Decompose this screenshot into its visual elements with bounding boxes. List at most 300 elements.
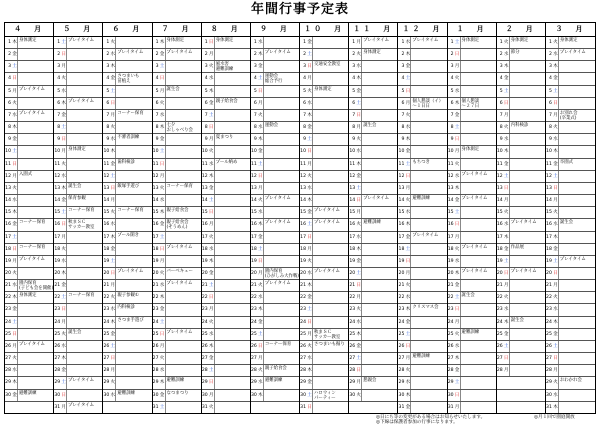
day-row — [349, 232, 397, 244]
weekday-label: 火 — [12, 353, 18, 364]
day-row — [5, 365, 53, 377]
weekday-label: 月 — [160, 256, 166, 267]
event-text — [166, 195, 201, 206]
event-text — [362, 280, 397, 291]
event-text — [362, 341, 397, 352]
event-text — [313, 146, 348, 157]
month-column — [202, 23, 251, 413]
event-text — [215, 329, 250, 340]
event-text — [264, 86, 299, 97]
weekday-label: 水 — [504, 49, 510, 60]
event-text — [559, 61, 595, 72]
event-text — [510, 61, 545, 72]
day-number: 1 — [499, 40, 503, 45]
weekday-label: 火 — [356, 304, 362, 315]
day-number: 11 — [496, 161, 503, 167]
weekday-label: 木 — [209, 171, 215, 182]
day-number: 28 — [201, 368, 208, 374]
day-number: 7 — [106, 112, 110, 118]
month-column — [54, 23, 103, 413]
event-text: 入園式 — [19, 171, 33, 177]
event-text — [411, 244, 446, 255]
event-text — [67, 73, 102, 84]
day-number: 25 — [152, 331, 159, 337]
event-text: 卒園式 — [559, 159, 574, 165]
day-number: 1 — [548, 40, 552, 45]
event-text — [18, 317, 53, 328]
day-row — [546, 159, 595, 171]
event-text — [264, 244, 299, 255]
day-number: 27 — [251, 356, 257, 362]
weekday-label: 日 — [258, 86, 264, 97]
day-number: 10 — [546, 149, 552, 155]
event-text — [461, 122, 496, 133]
day-row — [54, 353, 102, 365]
day-number: 23 — [349, 307, 356, 313]
day-row — [349, 402, 397, 413]
day-row — [497, 244, 545, 256]
day-number: 9 — [548, 137, 552, 143]
day-number: 16 — [251, 222, 257, 228]
event-text — [461, 86, 496, 97]
weekday-label: 水 — [307, 268, 313, 279]
day-number: 24 — [447, 319, 454, 325]
event-text — [411, 390, 446, 401]
day-row — [5, 98, 53, 110]
day-row — [497, 61, 545, 73]
event-text: お別れ会 (卒業式) — [559, 110, 578, 121]
event-text — [313, 292, 348, 303]
day-row — [300, 61, 348, 73]
day-number: 28 — [447, 368, 454, 374]
weekday-label: 月 — [553, 110, 559, 121]
day-row — [103, 219, 151, 231]
event-text: プレイタイム — [117, 268, 144, 274]
day-row — [497, 377, 545, 389]
weekday-label: 日 — [110, 98, 116, 109]
day-row — [497, 280, 545, 292]
event-text — [461, 377, 496, 388]
day-row — [448, 317, 496, 329]
day-row — [448, 377, 496, 389]
event-text — [215, 280, 250, 291]
event-text — [67, 110, 102, 121]
weekday-label: 火 — [307, 171, 313, 182]
day-row — [202, 146, 250, 158]
day-number: 27 — [201, 356, 208, 362]
event-text — [559, 146, 595, 157]
day-row — [202, 292, 250, 304]
weekday-label: 火 — [258, 110, 264, 121]
event-text — [559, 390, 595, 401]
event-text: プレイタイム — [264, 281, 291, 287]
weekday-label: 火 — [405, 365, 411, 376]
weekday-label: 水 — [12, 110, 18, 121]
day-number: 26 — [54, 343, 61, 349]
day-row — [349, 86, 397, 98]
day-row — [398, 353, 446, 365]
day-number: 22 — [103, 295, 110, 301]
day-row — [448, 219, 496, 231]
day-row — [202, 73, 250, 85]
day-row — [5, 110, 53, 122]
weekday-label: 木 — [405, 390, 411, 401]
event-text: 運動会 — [264, 123, 279, 129]
weekday-label: 月 — [455, 402, 461, 413]
weekday-label: 木 — [405, 49, 411, 60]
weekday-label: 金 — [258, 61, 264, 72]
day-number: 3 — [204, 64, 208, 70]
day-row — [300, 49, 348, 61]
weekday-label: 日 — [455, 304, 461, 315]
day-number: 6 — [253, 100, 257, 106]
day-number: 23 — [496, 307, 503, 313]
day-number: 27 — [300, 356, 307, 362]
event-text — [510, 304, 545, 315]
weekday-label: 金 — [160, 390, 166, 401]
day-row — [251, 390, 299, 402]
weekday-label: 金 — [110, 329, 116, 340]
event-text — [215, 244, 250, 255]
day-row — [153, 195, 201, 207]
event-text: 誕生会 — [461, 293, 475, 299]
event-text — [18, 61, 53, 72]
day-number: 20 — [103, 270, 110, 276]
day-number: 23 — [398, 307, 405, 313]
day-number: 20 — [349, 270, 356, 276]
day-row — [54, 86, 102, 98]
event-text: 誕生会 — [68, 183, 82, 189]
day-row — [103, 183, 151, 195]
weekday-label: 日 — [12, 329, 18, 340]
day-row — [153, 159, 201, 171]
month-column — [300, 23, 349, 413]
day-number: 10 — [201, 149, 208, 155]
day-number: 13 — [5, 185, 11, 191]
day-row — [153, 49, 201, 61]
event-text — [510, 183, 545, 194]
weekday-label: 木 — [160, 292, 166, 303]
event-text — [116, 280, 151, 291]
day-row — [202, 37, 250, 49]
day-number: 30 — [349, 392, 356, 398]
event-text: プレイタイム — [68, 98, 95, 104]
weekday-label: 水 — [553, 219, 559, 230]
day-row — [54, 317, 102, 329]
month-column — [448, 23, 497, 413]
event-text — [559, 207, 595, 218]
day-row — [300, 171, 348, 183]
weekday-label: 火 — [455, 244, 461, 255]
day-number: 17 — [300, 234, 307, 240]
event-text: 避難訓練 — [412, 354, 430, 360]
day-number: 2 — [548, 52, 552, 58]
day-number: 15 — [349, 210, 356, 216]
day-number: 21 — [54, 283, 61, 289]
day-row — [103, 353, 151, 365]
weekday-label: 土 — [307, 390, 313, 401]
day-row — [251, 402, 299, 413]
event-text — [264, 390, 299, 401]
day-row — [300, 304, 348, 316]
weekday-label: 金 — [405, 232, 411, 243]
day-row — [202, 195, 250, 207]
weekday-label: 水 — [12, 280, 18, 291]
weekday-label: 水 — [405, 292, 411, 303]
weekday-label: 土 — [455, 207, 461, 218]
weekday-label: 金 — [12, 304, 18, 315]
weekday-label: 木 — [61, 183, 67, 194]
day-row — [202, 183, 250, 195]
day-number: 25 — [496, 331, 503, 337]
day-row — [54, 49, 102, 61]
day-row — [448, 207, 496, 219]
weekday-label: 月 — [110, 280, 116, 291]
event-text: コーナー保育 — [166, 183, 193, 189]
day-number: 25 — [447, 331, 454, 337]
weekday-label: 月 — [553, 195, 559, 206]
day-number: 2 — [352, 52, 356, 58]
day-number: 17 — [349, 234, 356, 240]
event-text — [510, 171, 545, 182]
day-row — [103, 159, 151, 171]
weekday-label: 金 — [455, 280, 461, 291]
day-row — [398, 61, 446, 73]
event-text: 身体測定 — [19, 38, 37, 43]
day-number: 23 — [54, 307, 61, 313]
weekday-label: 火 — [209, 146, 215, 157]
weekday-label: 土 — [12, 232, 18, 243]
day-row — [398, 171, 446, 183]
day-number: 26 — [496, 343, 503, 349]
weekday-label: 火 — [61, 244, 67, 255]
day-number: 17 — [201, 234, 208, 240]
day-row — [497, 207, 545, 219]
event-text — [510, 146, 545, 157]
event-text: プレイタイム — [19, 86, 45, 92]
day-row — [153, 390, 201, 402]
day-row — [546, 232, 595, 244]
day-row — [349, 365, 397, 377]
event-text — [559, 244, 595, 255]
day-row — [251, 195, 299, 207]
day-row — [349, 49, 397, 61]
event-text — [313, 122, 348, 133]
weekday-label: 木 — [258, 390, 264, 401]
weekday-label: 木 — [455, 268, 461, 279]
day-row — [202, 280, 250, 292]
weekday-label: 土 — [258, 329, 264, 340]
day-row — [398, 122, 446, 134]
weekday-label: 水 — [504, 304, 510, 315]
weekday-label: 日 — [12, 73, 18, 84]
event-text — [166, 317, 201, 328]
event-text — [67, 61, 102, 72]
day-number: 18 — [251, 246, 257, 252]
weekday-label: 土 — [504, 86, 510, 97]
day-row — [398, 219, 446, 231]
event-text: プレイタイム — [510, 268, 537, 274]
day-number: 28 — [103, 368, 110, 374]
event-text — [362, 110, 397, 121]
day-number: 29 — [201, 380, 208, 386]
weekday-label: 日 — [12, 244, 18, 255]
event-text — [559, 134, 595, 145]
day-row — [153, 329, 201, 341]
day-number: 7 — [499, 112, 503, 118]
day-number: 11 — [447, 161, 454, 167]
day-number: 31 — [152, 404, 159, 410]
day-row — [448, 353, 496, 365]
day-number: 29 — [103, 380, 110, 386]
day-row — [202, 61, 250, 73]
day-number: 6 — [499, 100, 503, 106]
day-row — [202, 49, 250, 61]
day-number: 30 — [152, 392, 159, 398]
day-number: 9 — [8, 137, 11, 143]
day-row — [546, 61, 595, 73]
event-text — [461, 256, 496, 267]
day-number: 17 — [251, 234, 257, 240]
day-number: 24 — [201, 319, 208, 325]
event-text — [215, 341, 250, 352]
day-row — [300, 232, 348, 244]
day-number: 15 — [152, 210, 159, 216]
event-text — [215, 377, 250, 388]
day-number: 17 — [103, 234, 110, 240]
weekday-label: 日 — [504, 98, 510, 109]
day-row — [497, 341, 545, 353]
day-number: 8 — [57, 125, 61, 131]
day-number: 17 — [54, 234, 61, 240]
event-text — [67, 244, 102, 255]
day-number: 20 — [447, 270, 454, 276]
weekday-label: 金 — [258, 232, 264, 243]
day-number: 15 — [103, 210, 110, 216]
weekday-label: 月 — [356, 37, 362, 48]
day-row — [153, 61, 201, 73]
event-text — [313, 365, 348, 376]
day-row — [202, 134, 250, 146]
day-row — [153, 402, 201, 413]
day-row — [103, 207, 151, 219]
weekday-label: 火 — [160, 183, 166, 194]
event-text — [215, 219, 250, 230]
day-row — [251, 280, 299, 292]
weekday-label: 月 — [209, 219, 215, 230]
event-text — [215, 402, 250, 413]
day-row — [153, 317, 201, 329]
day-number: 3 — [352, 64, 356, 70]
weekday-label: 木 — [209, 341, 215, 352]
weekday-label: 日 — [504, 268, 510, 279]
day-number: 14 — [496, 198, 503, 204]
weekday-label: 木 — [258, 134, 264, 145]
day-row — [497, 353, 545, 365]
weekday-label: 月 — [405, 353, 411, 364]
day-row — [300, 244, 348, 256]
event-text — [461, 110, 496, 121]
event-text — [411, 292, 446, 303]
day-row — [448, 134, 496, 146]
event-text — [461, 304, 496, 315]
weekday-label: 金 — [553, 73, 559, 84]
day-row — [202, 341, 250, 353]
weekday-label: 月 — [307, 329, 313, 340]
day-number: 12 — [349, 173, 356, 179]
day-number: 22 — [349, 295, 356, 301]
event-text — [559, 73, 595, 84]
weekday-label: 火 — [405, 195, 411, 206]
weekday-label: 日 — [553, 183, 559, 194]
day-number: 20 — [300, 270, 307, 276]
weekday-label: 木 — [12, 207, 18, 218]
weekday-label: 土 — [160, 61, 166, 72]
day-row — [349, 73, 397, 85]
event-text — [313, 183, 348, 194]
day-row — [300, 207, 348, 219]
day-row — [54, 73, 102, 85]
day-number: 25 — [5, 331, 11, 337]
day-row — [300, 402, 348, 413]
day-number: 1 — [204, 40, 208, 45]
event-text — [166, 341, 201, 352]
day-number: 7 — [57, 112, 61, 118]
day-row — [251, 171, 299, 183]
weekday-label: 木 — [307, 280, 313, 291]
day-number: 18 — [54, 246, 61, 252]
event-text — [116, 341, 151, 352]
day-number: 17 — [496, 234, 503, 240]
weekday-label: 土 — [209, 195, 215, 206]
weekday-label: 火 — [110, 207, 116, 218]
day-row — [5, 49, 53, 61]
weekday-label: 金 — [307, 377, 313, 388]
day-row — [398, 49, 446, 61]
event-text — [313, 244, 348, 255]
event-text — [18, 122, 53, 133]
day-row — [349, 110, 397, 122]
event-text — [264, 37, 299, 48]
day-row — [153, 232, 201, 244]
event-text: プレイタイム — [68, 38, 95, 43]
day-row — [546, 122, 595, 134]
day-row — [349, 122, 397, 134]
event-text — [116, 353, 151, 364]
weekday-label: 木 — [160, 122, 166, 133]
event-text: 親子給食会 (そうめん) — [166, 220, 189, 231]
month-header: １ 月 — [448, 23, 496, 37]
event-text: プレイタイム — [559, 50, 586, 56]
weekday-label: 土 — [307, 304, 313, 315]
weekday-label: 月 — [209, 304, 215, 315]
event-text: 運動会 総合予行 — [264, 74, 283, 85]
day-number: 29 — [54, 380, 61, 386]
day-row — [546, 183, 595, 195]
day-number: 27 — [447, 356, 454, 362]
day-row — [251, 219, 299, 231]
day-number: 6 — [303, 100, 307, 106]
day-number: 6 — [450, 100, 454, 106]
day-number: 13 — [496, 185, 503, 191]
day-row — [5, 317, 53, 329]
weekday-label: 水 — [209, 244, 215, 255]
day-number: 10 — [300, 149, 307, 155]
day-number: 9 — [352, 137, 356, 143]
weekday-label: 金 — [209, 268, 215, 279]
event-text: プレイタイム — [166, 50, 193, 56]
event-text: プレイタイム — [19, 256, 45, 262]
